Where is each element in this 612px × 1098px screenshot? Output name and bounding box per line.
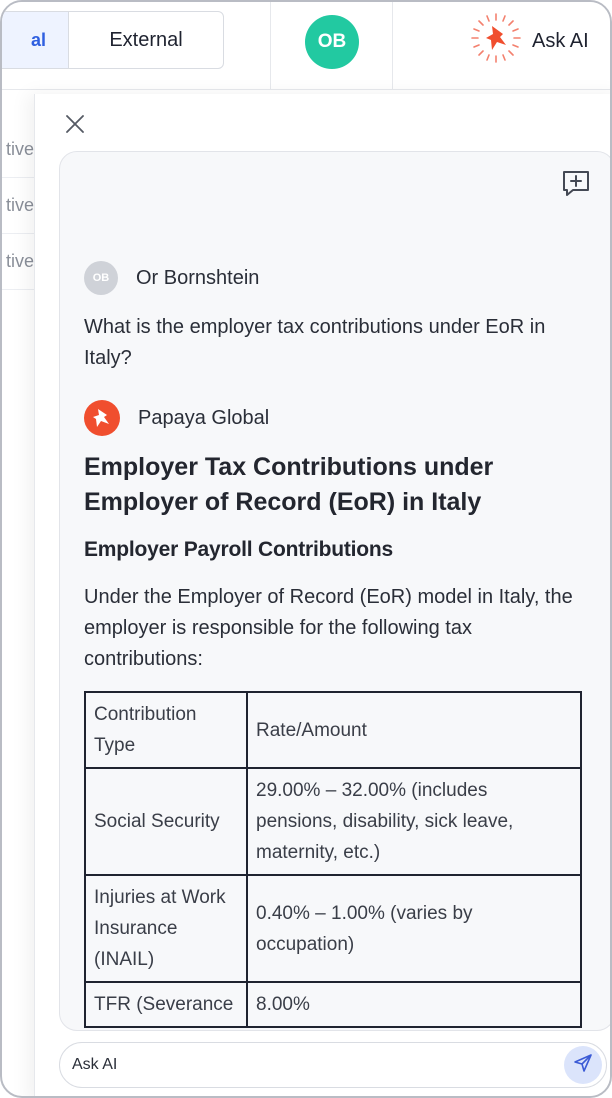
topbar-divider [270,2,271,90]
papaya-logo-icon [84,400,120,436]
table-cell: 8.00% [247,982,581,1027]
table-cell: Injuries at Work Insurance (INAIL) [85,875,247,982]
table-cell: 29.00% – 32.00% (includes pensions, disability, sick leave, maternity, etc.) [247,768,581,875]
send-icon [573,1053,593,1078]
avatar: OB [84,261,118,295]
table-row [85,875,581,982]
ask-ai-input-bar [59,1042,607,1088]
send-button[interactable] [564,1046,602,1084]
user-avatar[interactable]: OB [305,15,359,69]
assistant-message-header [84,400,584,436]
table-cell: TFR (Severance [85,982,247,1027]
table-row [85,982,581,1027]
table-header: Rate/Amount [247,692,581,768]
table-header-row [85,692,581,768]
close-icon[interactable] [63,112,87,136]
background-list [2,122,34,290]
table-header: Contribution Type [85,692,247,768]
list-item[interactable]: tive [2,122,34,178]
ask-ai-button[interactable] [470,15,589,67]
user-message-header [84,260,584,296]
answer-subheading: Employer Payroll Contributions [84,538,394,561]
internal-external-toggle [0,11,224,69]
ask-ai-label: Ask AI [532,29,589,52]
segment-internal[interactable]: al [0,12,69,68]
ask-ai-panel [34,94,612,1098]
chat-container [59,151,612,1031]
user-name: Or Bornshtein [136,266,260,289]
list-item[interactable]: tive [2,178,34,234]
segment-external[interactable]: External [109,28,183,51]
list-item[interactable]: tive [2,234,34,290]
top-bar [2,2,610,90]
table-cell: 0.40% – 1.00% (varies by occupation) [247,875,581,982]
assistant-name: Papaya Global [138,406,270,429]
ask-ai-input[interactable] [72,1043,552,1087]
table-cell: Social Security [85,768,247,875]
topbar-divider [392,2,393,90]
answer-intro: Under the Employer of Record (EoR) model in Italy, the employer is responsible for the following tax contributions: [84,586,573,670]
ask-ai-logo-icon [470,12,522,70]
new-chat-icon[interactable] [559,166,593,200]
chat-messages [84,260,584,1028]
contributions-table [84,691,582,1028]
table-row [85,768,581,875]
answer-heading: Employer Tax Contributions under Employer of Record (EoR) in Italy [84,453,494,516]
user-message: What is the employer tax contributions under EoR in Italy? [84,316,546,369]
